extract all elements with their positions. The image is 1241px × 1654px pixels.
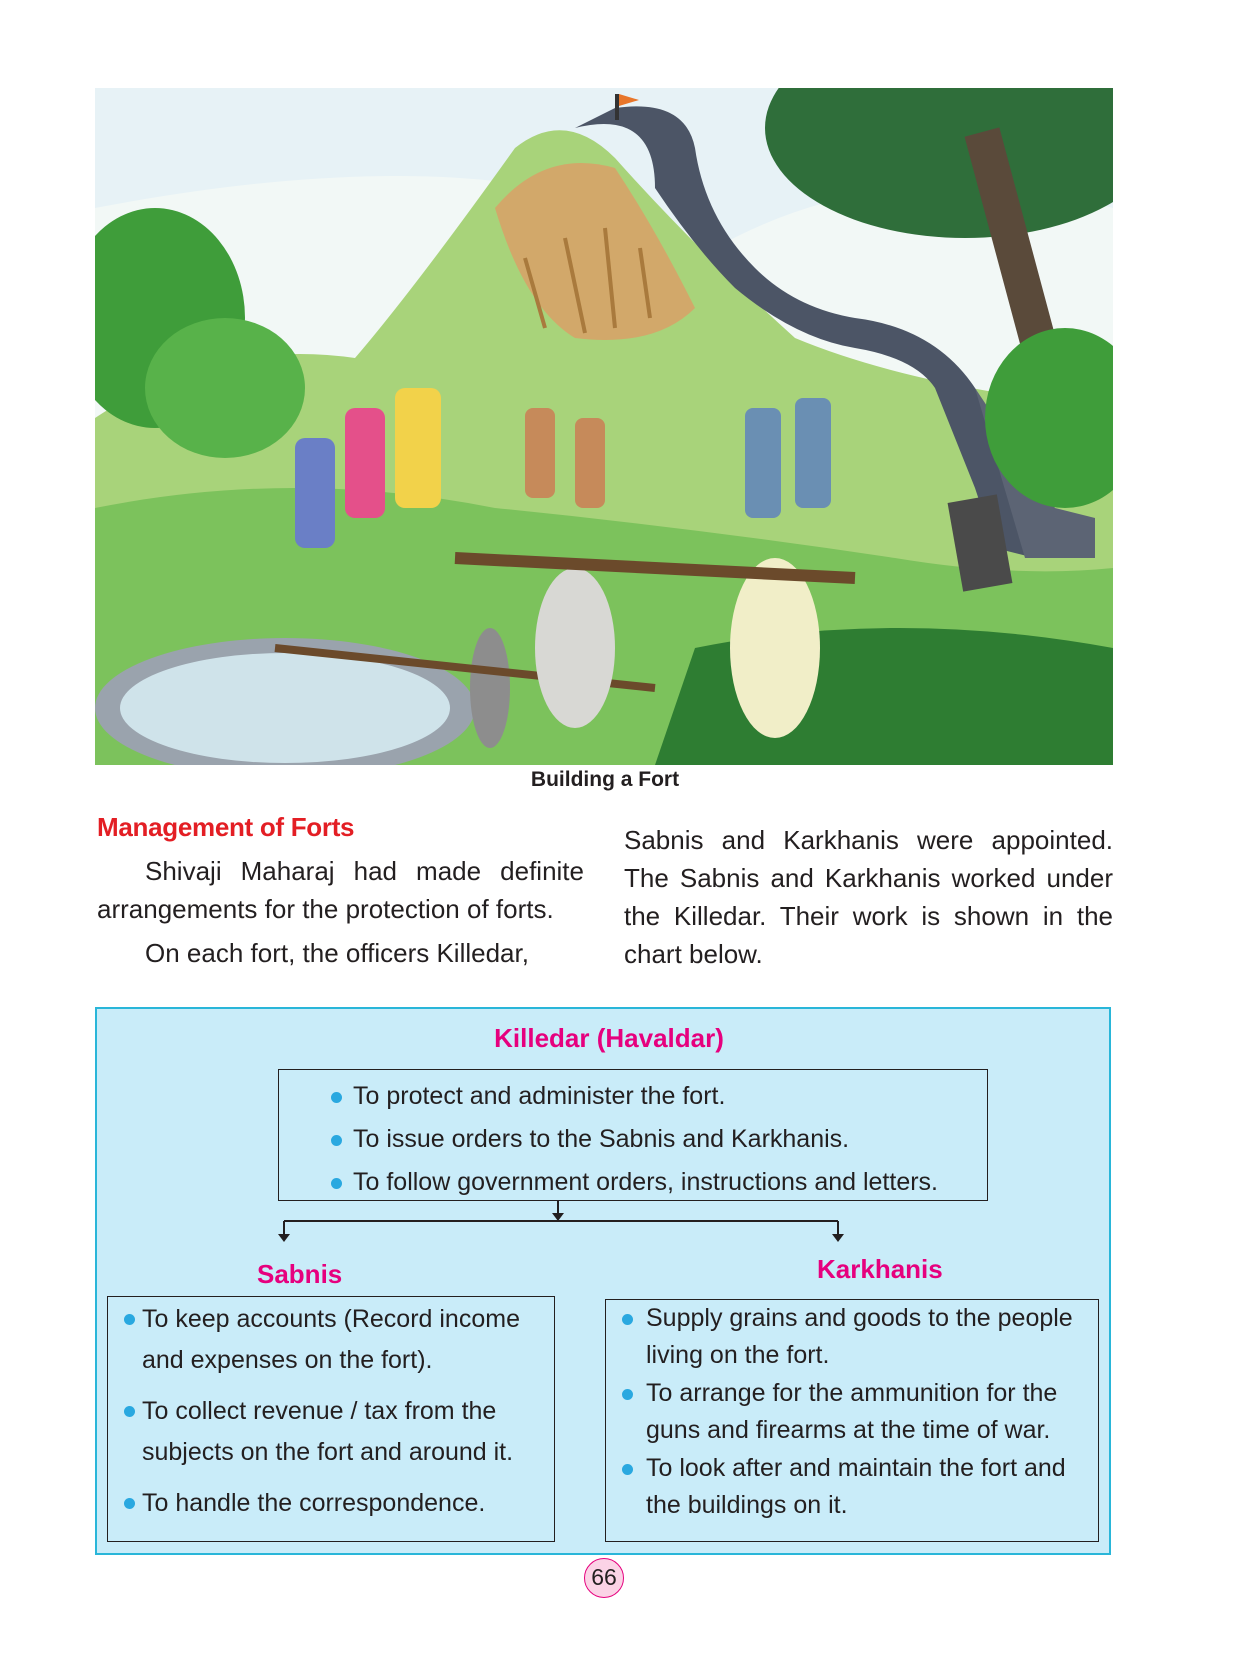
page-number: 66 [584, 1558, 624, 1598]
paragraph: On each fort, the officers Killedar, [145, 938, 529, 968]
fort-officers-chart [95, 1007, 1111, 1555]
sabnis-duties-box [107, 1296, 555, 1542]
list-item: To issue orders to the Sabnis and Karkhanis. [353, 1118, 987, 1161]
sabnis-title: Sabnis [257, 1259, 343, 1289]
list-item: To arrange for the ammunition for the guns and firearms at the time of war. [646, 1375, 1084, 1449]
paragraph: Shivaji Maharaj had made definite arrangements for the protection of forts. [97, 856, 584, 924]
list-item: To follow government orders, instructions and letters. [353, 1161, 987, 1204]
list-item: To keep accounts (Record income and expenses on the fort). [142, 1299, 554, 1381]
list-item: Supply grains and goods to the people living on the fort. [646, 1300, 1084, 1374]
karkhanis-duties-box [605, 1299, 1099, 1542]
list-item: To look after and maintain the fort and the buildings on it. [646, 1450, 1084, 1524]
list-item: To protect and administer the fort. [353, 1075, 987, 1118]
section-heading: Management of Forts [97, 812, 355, 842]
paragraph: Sabnis and Karkhanis were appointed. The Sabnis and Karkhanis worked under the Killedar. Their work is shown in the chart below. [624, 825, 1113, 969]
left-column-text [97, 852, 584, 972]
fort-building-illustration [95, 88, 1113, 765]
chart-connector-arrows [97, 1009, 1113, 1309]
right-column-text [624, 821, 1113, 973]
list-item: To collect revenue / tax from the subjects on the fort and around it. [142, 1391, 554, 1473]
karkhanis-title: Karkhanis [817, 1254, 943, 1284]
list-item: To handle the correspondence. [142, 1483, 554, 1524]
killedar-title: Killedar (Havaldar) [494, 1023, 724, 1053]
figure-caption: Building a Fort [530, 768, 680, 791]
